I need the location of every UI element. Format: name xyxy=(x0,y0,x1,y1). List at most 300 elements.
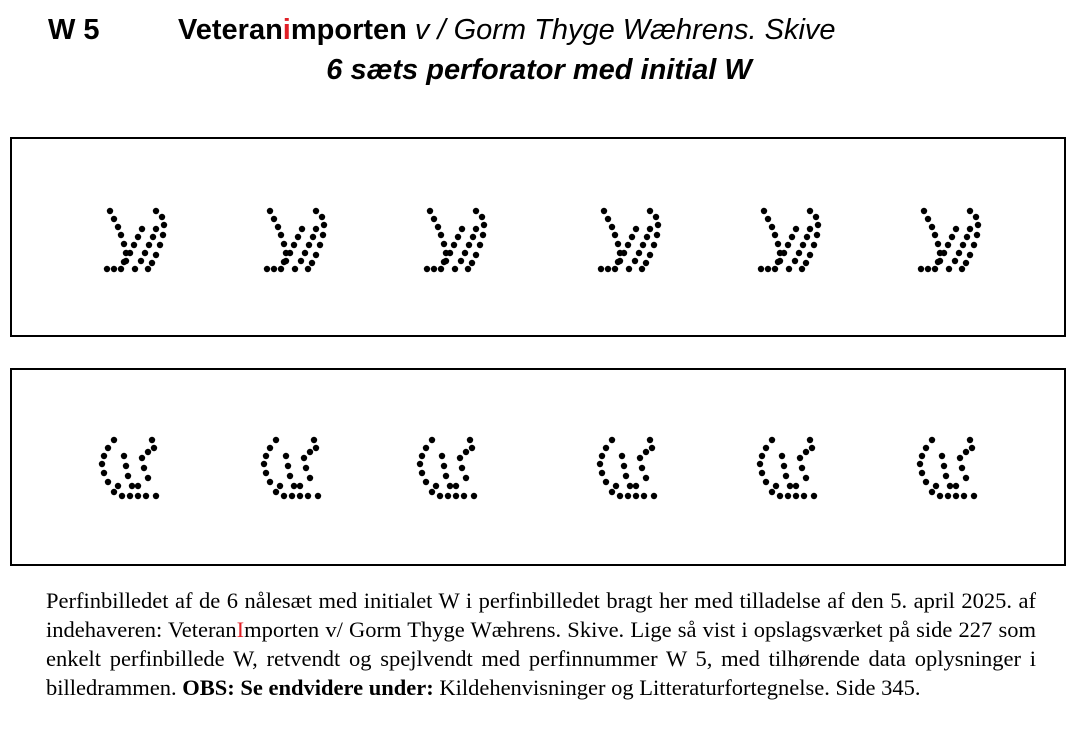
perfin-hole xyxy=(297,493,303,499)
perfin-hole xyxy=(633,493,639,499)
perfin-hole xyxy=(963,449,969,455)
perfin-hole xyxy=(974,232,980,238)
perfin-hole xyxy=(479,214,485,220)
perfin-hole xyxy=(281,493,287,499)
perfin-hole xyxy=(785,242,791,248)
perfin-hole xyxy=(313,208,319,214)
perfin-hole xyxy=(465,266,471,272)
perfin-hole xyxy=(973,214,979,220)
perfin-hole xyxy=(609,437,615,443)
perfin-hole xyxy=(772,232,778,238)
perfin-hole xyxy=(145,449,151,455)
perfin-hole xyxy=(779,453,785,459)
perfin-hole xyxy=(765,216,771,222)
perfin-hole xyxy=(957,455,963,461)
perfin-hole xyxy=(765,266,771,272)
perfin-hole xyxy=(131,242,137,248)
perfin-upright-3 xyxy=(424,208,487,272)
caption-text-a: Perfinbilledet af de 6 nålesæt med initialet W i perfinbilledet bragt her med tilladelse af den 5. april 2025. af indehaveren: Veteran xyxy=(46,588,1036,642)
perfin-hole xyxy=(153,493,159,499)
perfin-hole xyxy=(598,266,604,272)
perfin-hole xyxy=(923,479,929,485)
perfin-hole xyxy=(921,208,927,214)
perfin-hole xyxy=(612,232,618,238)
perfin-hole xyxy=(929,489,935,495)
perfin-hole xyxy=(803,260,809,266)
perfin-hole xyxy=(939,453,945,459)
caption-highlight: I xyxy=(236,617,245,642)
perfin-hole xyxy=(423,479,429,485)
perfin-hole xyxy=(639,266,645,272)
perfin-hole xyxy=(599,470,605,476)
perfin-hole xyxy=(769,489,775,495)
perfin-hole xyxy=(769,437,775,443)
perfin-hole xyxy=(115,224,121,230)
perfin-hole xyxy=(969,445,975,451)
perfin-upright-5 xyxy=(758,208,821,272)
perfin-hole xyxy=(773,483,779,489)
perfin-hole xyxy=(139,226,145,232)
perfin-hole xyxy=(799,266,805,272)
perfin-hole xyxy=(438,232,444,238)
perfin-rotated-1 xyxy=(99,437,159,499)
perfin-hole xyxy=(458,258,464,264)
perfin-hole xyxy=(953,493,959,499)
perfin-hole xyxy=(424,266,430,272)
perfin-hole xyxy=(267,445,273,451)
perfin-hole xyxy=(613,483,619,489)
perfin-hole xyxy=(763,445,769,451)
perfin-hole xyxy=(153,208,159,214)
perfin-hole xyxy=(775,241,781,247)
perfin-hole xyxy=(285,463,291,469)
perfin-hole xyxy=(923,445,929,451)
perfin-hole xyxy=(929,224,935,230)
perfin-rotated-3 xyxy=(417,437,477,499)
perfin-hole xyxy=(811,242,817,248)
perfin-hole xyxy=(815,222,821,228)
perfin-hole xyxy=(111,266,117,272)
perfin-hole xyxy=(781,463,787,469)
perfin-hole xyxy=(807,226,813,232)
perfin-hole xyxy=(787,483,793,489)
perfin-hole xyxy=(599,453,605,459)
perfin-hole xyxy=(967,226,973,232)
perfin-hole xyxy=(929,437,935,443)
perfin-hole xyxy=(637,455,643,461)
caption-text-b: mporten v/ Gorm Thyge Wæhrens. Skive. Lige så vist i opslagsværket på side 227 som enkelt perfinbillede W, retvendt og spejlvendt med perfinnummer W 5, med tilhørende data oplysninger i billedrammen. xyxy=(46,617,1036,700)
perfin-hole xyxy=(463,475,469,481)
perfin-hole xyxy=(267,208,273,214)
perfin-hole xyxy=(785,493,791,499)
perfin-hole xyxy=(277,483,283,489)
perfin-hole xyxy=(273,437,279,443)
perfin-hole xyxy=(466,242,472,248)
perfin-hole xyxy=(459,465,465,471)
perfin-hole xyxy=(597,461,603,467)
perfin-hole xyxy=(307,475,313,481)
perfin-hole xyxy=(793,493,799,499)
perfin-rotated-5 xyxy=(757,437,817,499)
perfin-hole xyxy=(793,226,799,232)
owner-rest: v / Gorm Thyge Wæhrens. Skive xyxy=(406,14,836,46)
perfin-hole xyxy=(643,475,649,481)
perfin-hole xyxy=(925,266,931,272)
perfin-hole xyxy=(651,242,657,248)
perfin-hole xyxy=(315,493,321,499)
perfin-hole xyxy=(975,222,981,228)
perfin-hole xyxy=(299,226,305,232)
perfin-hole xyxy=(99,461,105,467)
perfin-hole xyxy=(281,241,287,247)
caption-text-c: Kildehenvisninger og Litteraturfortegnelse. Side 345. xyxy=(433,675,921,700)
perfin-hole xyxy=(793,483,799,489)
perfin-hole xyxy=(960,242,966,248)
perfin-hole xyxy=(481,222,487,228)
perfin-hole xyxy=(302,250,308,256)
perfin-hole xyxy=(143,493,149,499)
perfin-hole xyxy=(121,453,127,459)
perfin-hole xyxy=(813,214,819,220)
title-line xyxy=(178,14,836,47)
perfin-hole xyxy=(625,493,631,499)
perfin-row-upright xyxy=(12,139,1064,335)
perfin-hole xyxy=(971,242,977,248)
perfin-hole xyxy=(945,242,951,248)
perfin-hole xyxy=(615,241,621,247)
code-label: W 5 xyxy=(48,14,100,46)
perfin-hole xyxy=(271,266,277,272)
perfin-hole xyxy=(644,234,650,240)
perfin-hole xyxy=(933,483,939,489)
perfin-hole xyxy=(107,208,113,214)
perfin-hole xyxy=(967,252,973,258)
perfin-hole xyxy=(605,266,611,272)
perfin-hole xyxy=(640,242,646,248)
perfin-hole xyxy=(429,437,435,443)
caption-paragraph xyxy=(46,586,1036,702)
perfin-hole xyxy=(278,232,284,238)
perfin-hole xyxy=(118,232,124,238)
perfin-hole xyxy=(649,445,655,451)
perfin-rotated-4 xyxy=(597,437,657,499)
perfin-hole xyxy=(463,449,469,455)
perfin-hole xyxy=(647,437,653,443)
perfin-hole xyxy=(655,222,661,228)
perfin-hole xyxy=(310,234,316,240)
perfin-hole xyxy=(427,208,433,214)
perfin-hole xyxy=(159,214,165,220)
perfin-hole xyxy=(470,234,476,240)
perfin-hole xyxy=(295,234,301,240)
perfin-hole xyxy=(455,234,461,240)
perfin-hole xyxy=(932,232,938,238)
perfin-hole xyxy=(142,250,148,256)
perfin-hole xyxy=(943,473,949,479)
perfin-hole xyxy=(621,463,627,469)
perfin-hole xyxy=(621,250,627,256)
perfin-hole xyxy=(952,258,958,264)
perfin-hole xyxy=(941,463,947,469)
perfin-hole xyxy=(918,266,924,272)
perfin-hole xyxy=(157,242,163,248)
perfin-hole xyxy=(949,234,955,240)
perfin-hole xyxy=(123,258,129,264)
perfin-hole xyxy=(313,445,319,451)
owner-name-highlight: i xyxy=(282,14,291,46)
perfin-hole xyxy=(431,266,437,272)
perfin-hole xyxy=(800,242,806,248)
perfin-hole xyxy=(289,493,295,499)
owner-name-part1: Veteran xyxy=(178,14,283,46)
perfin-hole xyxy=(129,483,135,489)
perfin-hole xyxy=(603,479,609,485)
perfin-hole xyxy=(605,216,611,222)
perfin-hole xyxy=(757,461,763,467)
perfin-hole xyxy=(121,241,127,247)
perfin-hole xyxy=(123,463,129,469)
perfin-hole xyxy=(653,214,659,220)
perfin-hole xyxy=(811,493,817,499)
perfin-hole xyxy=(443,258,449,264)
perfin-hole xyxy=(937,493,943,499)
perfin-hole xyxy=(917,461,923,467)
perfin-hole xyxy=(278,266,284,272)
perfin-panel-upright xyxy=(10,137,1066,337)
perfin-hole xyxy=(758,266,764,272)
perfin-hole xyxy=(797,455,803,461)
perfin-hole xyxy=(814,232,820,238)
perfin-hole xyxy=(961,493,967,499)
perfin-hole xyxy=(609,489,615,495)
perfin-hole xyxy=(469,445,475,451)
perfin-hole xyxy=(115,483,121,489)
perfin-hole xyxy=(149,437,155,443)
perfin-hole xyxy=(119,493,125,499)
perfin-hole xyxy=(309,260,315,266)
perfin-hole xyxy=(796,250,802,256)
perfin-hole xyxy=(654,232,660,238)
perfin-upright-6 xyxy=(918,208,981,272)
perfin-hole xyxy=(111,437,117,443)
perfin-hole xyxy=(135,483,141,489)
perfin-hole xyxy=(769,224,775,230)
perfin-hole xyxy=(807,208,813,214)
perfin-hole xyxy=(963,475,969,481)
perfin-hole xyxy=(641,493,647,499)
perfin-hole xyxy=(626,266,632,272)
perfin-hole xyxy=(263,470,269,476)
perfin-hole xyxy=(804,234,810,240)
perfin-hole xyxy=(453,483,459,489)
perfin-rotated-6 xyxy=(917,437,977,499)
perfin-hole xyxy=(632,258,638,264)
perfin-hole xyxy=(772,266,778,272)
perfin-hole xyxy=(273,489,279,495)
perfin-hole xyxy=(601,208,607,214)
perfin-hole xyxy=(967,208,973,214)
perfin-hole xyxy=(461,493,467,499)
perfin-hole xyxy=(146,242,152,248)
perfin-hole xyxy=(763,479,769,485)
perfin-hole xyxy=(625,242,631,248)
perfin-hole xyxy=(761,208,767,214)
perfin-hole xyxy=(643,260,649,266)
perfin-hole xyxy=(799,465,805,471)
perfin-hole xyxy=(946,266,952,272)
perfin-hole xyxy=(451,242,457,248)
perfin-hole xyxy=(467,437,473,443)
perfin-hole xyxy=(161,222,167,228)
perfin-hole xyxy=(457,455,463,461)
perfin-hole xyxy=(150,234,156,240)
perfin-hole xyxy=(283,453,289,459)
perfin-hole xyxy=(317,242,323,248)
perfin-hole xyxy=(803,449,809,455)
perfin-hole xyxy=(419,453,425,459)
perfin-hole xyxy=(447,250,453,256)
perfin-hole xyxy=(319,214,325,220)
perfin-hole xyxy=(132,266,138,272)
perfin-hole xyxy=(964,234,970,240)
perfin-hole xyxy=(292,266,298,272)
perfin-hole xyxy=(636,250,642,256)
perfin-hole xyxy=(423,445,429,451)
perfin-hole xyxy=(963,260,969,266)
perfin-hole xyxy=(127,493,133,499)
perfin-hole xyxy=(305,266,311,272)
perfin-hole xyxy=(125,473,131,479)
perfin-hole xyxy=(105,479,111,485)
perfin-hole xyxy=(267,479,273,485)
perfin-hole xyxy=(135,234,141,240)
perfin-hole xyxy=(959,465,965,471)
perfin-hole xyxy=(807,252,813,258)
perfin-hole xyxy=(953,226,959,232)
perfin-hole xyxy=(145,266,151,272)
perfin-hole xyxy=(153,252,159,258)
perfin-hole xyxy=(801,493,807,499)
perfin-hole xyxy=(759,453,765,459)
perfin-hole xyxy=(307,449,313,455)
perfin-hole xyxy=(947,483,953,489)
perfin-hole xyxy=(283,258,289,264)
perfin-hole xyxy=(275,224,281,230)
perfin-hole xyxy=(445,493,451,499)
perfin-hole xyxy=(932,266,938,272)
perfin-hole xyxy=(971,493,977,499)
perfin-hole xyxy=(153,226,159,232)
perfin-hole xyxy=(956,250,962,256)
perfin-hole xyxy=(111,216,117,222)
perfin-hole xyxy=(473,208,479,214)
perfin-row-rotated xyxy=(12,370,1064,564)
perfin-hole xyxy=(263,453,269,459)
perfin-hole xyxy=(781,250,787,256)
perfin-hole xyxy=(647,208,653,214)
perfin-hole xyxy=(967,437,973,443)
perfin-hole xyxy=(953,483,959,489)
perfin-hole xyxy=(111,489,117,495)
perfin-hole xyxy=(647,226,653,232)
perfin-hole xyxy=(803,475,809,481)
perfin-hole xyxy=(417,461,423,467)
perfin-hole xyxy=(313,226,319,232)
see-also-label: Se endvidere under: xyxy=(234,675,434,700)
perfin-hole xyxy=(603,445,609,451)
perfin-hole xyxy=(945,493,951,499)
perfin-hole xyxy=(777,258,783,264)
perfin-hole xyxy=(619,453,625,459)
perfin-hole xyxy=(919,453,925,459)
perfin-hole xyxy=(477,242,483,248)
perfin-hole xyxy=(480,232,486,238)
perfin-hole xyxy=(441,241,447,247)
perfin-hole xyxy=(443,473,449,479)
perfin-hole xyxy=(127,250,133,256)
perfin-hole xyxy=(612,266,618,272)
perfin-hole xyxy=(101,470,107,476)
obs-label: OBS: xyxy=(176,675,235,700)
perfin-hole xyxy=(261,461,267,467)
perfin-hole xyxy=(759,470,765,476)
perfin-upright-1 xyxy=(104,208,167,272)
perfin-hole xyxy=(297,483,303,489)
perfin-hole xyxy=(617,258,623,264)
perfin-hole xyxy=(959,266,965,272)
perfin-hole xyxy=(306,242,312,248)
perfin-upright-4 xyxy=(598,208,661,272)
perfin-hole xyxy=(792,258,798,264)
perfin-upright-2 xyxy=(264,208,327,272)
perfin-hole xyxy=(439,453,445,459)
perfin-hole xyxy=(435,224,441,230)
perfin-hole xyxy=(264,266,270,272)
perfin-hole xyxy=(453,493,459,499)
perfin-panel-rotated xyxy=(10,368,1066,566)
perfin-hole xyxy=(777,493,783,499)
perfin-hole xyxy=(789,234,795,240)
perfin-hole xyxy=(118,266,124,272)
perfin-hole xyxy=(639,465,645,471)
subtitle: 6 sæts perforator med initial W xyxy=(326,54,752,86)
perfin-hole xyxy=(321,222,327,228)
perfin-hole xyxy=(429,489,435,495)
perfin-hole xyxy=(305,493,311,499)
perfin-hole xyxy=(473,252,479,258)
perfin-hole xyxy=(431,216,437,222)
perfin-hole xyxy=(287,473,293,479)
perfin-hole xyxy=(633,226,639,232)
perfin-hole xyxy=(139,455,145,461)
perfin-hole xyxy=(469,260,475,266)
perfin-hole xyxy=(941,250,947,256)
perfin-hole xyxy=(471,493,477,499)
perfin-hole xyxy=(447,483,453,489)
perfin-hole xyxy=(313,252,319,258)
perfin-hole xyxy=(320,232,326,238)
perfin-hole xyxy=(441,463,447,469)
perfin-hole xyxy=(459,226,465,232)
perfin-hole xyxy=(438,266,444,272)
perfin-hole xyxy=(617,493,623,499)
perfin-hole xyxy=(473,226,479,232)
perfin-hole xyxy=(627,483,633,489)
perfin-hole xyxy=(609,224,615,230)
perfin-hole xyxy=(271,216,277,222)
perfin-hole xyxy=(807,437,813,443)
perfin-hole xyxy=(433,483,439,489)
